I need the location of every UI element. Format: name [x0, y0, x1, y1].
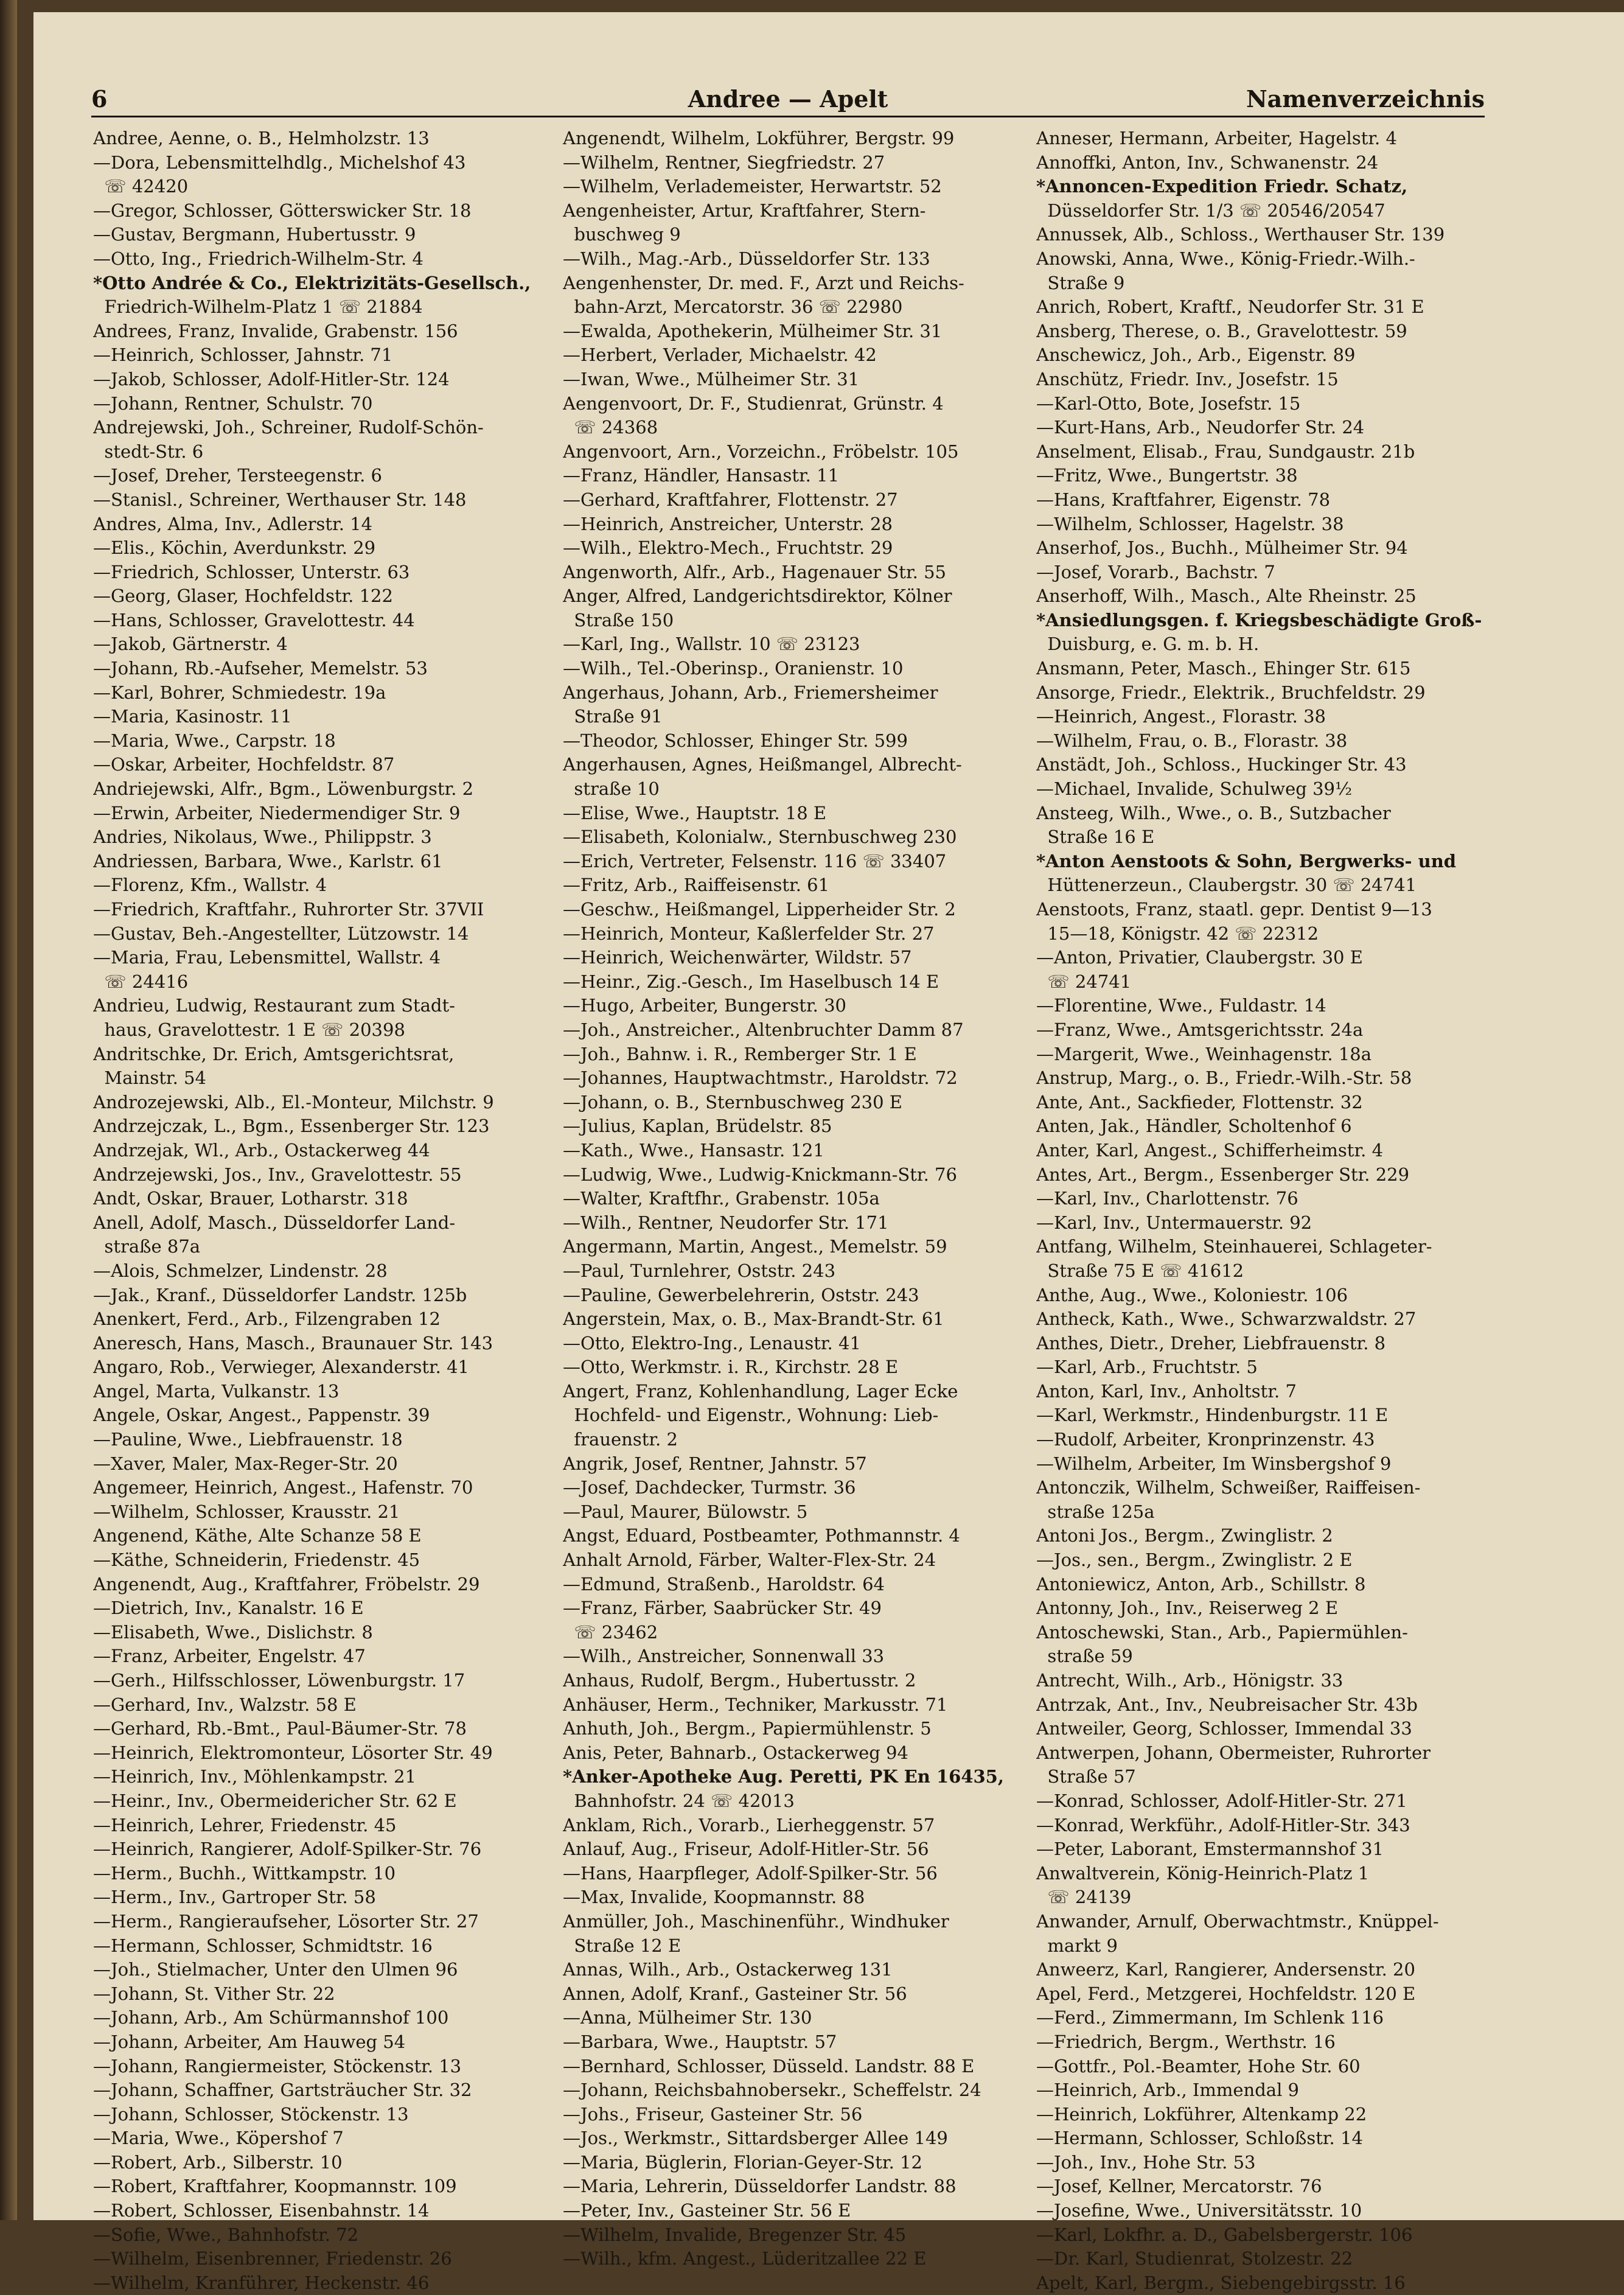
directory-entry-line: Antweiler, Georg, Schlosser, Immendal 33 — [1036, 1718, 1412, 1739]
directory-entry-line: Angst, Eduard, Postbeamter, Pothmannstr. 4 — [563, 1525, 960, 1546]
directory-entry-line: Anstrup, Marg., o. B., Friedr.-Wilh.-Str. 58 — [1036, 1067, 1412, 1089]
directory-entry-line: —Paul, Turnlehrer, Oststr. 243 — [563, 1260, 836, 1281]
directory-entry-line: —Otto, Werkmstr. i. R., Kirchstr. 28 E — [563, 1357, 899, 1378]
directory-entry-line: Anselment, Elisab., Frau, Sundgaustr. 21b — [1036, 441, 1415, 462]
directory-entry-line: Annas, Wilh., Arb., Ostackerweg 131 — [563, 1959, 893, 1980]
directory-entry-line: Hochfeld- und Eigenstr., Wohnung: Lieb- — [563, 1405, 939, 1426]
directory-entry-line: —Josef, Kellner, Mercatorstr. 76 — [1036, 2176, 1322, 2197]
directory-entry-line: *Ansiedlungsgen. f. Kriegsbeschädigte Groß- — [1036, 609, 1482, 631]
directory-entry-line: Anklam, Rich., Vorarb., Lierheggenstr. 57 — [563, 1814, 935, 1836]
directory-entry-line: —Joh., Stielmacher, Unter den Ulmen 96 — [93, 1959, 458, 1980]
directory-entry-line: —Karl, Lokfhr. a. D., Gabelsbergerstr. 106 — [1036, 2224, 1413, 2245]
directory-entry-line: —Jak., Kranf., Düsseldorfer Landstr. 125b — [93, 1284, 467, 1305]
directory-entry-line: Anserhoff, Wilh., Masch., Alte Rheinstr. 25 — [1036, 585, 1417, 607]
directory-entry-line: Straße 9 — [1036, 272, 1125, 293]
directory-entry-line: —Franz, Färber, Saabrücker Str. 49 — [563, 1598, 882, 1619]
directory-entry-line: —Heinrich, Anstreicher, Unterstr. 28 — [563, 513, 893, 534]
directory-entry-line: —Johann, Reichsbahnobersekr., Scheffelstr. 24 — [563, 2080, 981, 2101]
directory-entry-line: Antfang, Wilhelm, Steinhauerei, Schlageter- — [1036, 1236, 1432, 1257]
directory-entry-line: *Anker-Apotheke Aug. Peretti, PK En 16435, — [563, 1766, 1004, 1787]
directory-entry-line: —Johs., Friseur, Gasteiner Str. 56 — [563, 2103, 863, 2125]
directory-entry-line: —Robert, Schlosser, Eisenbahnstr. 14 — [93, 2200, 430, 2221]
directory-entry-line: Annussek, Alb., Schloss., Werthauser Str. 139 — [1036, 224, 1445, 245]
directory-entry-line: —Barbara, Wwe., Hauptstr. 57 — [563, 2031, 837, 2052]
directory-entry-line: —Julius, Kaplan, Brüdelstr. 85 — [563, 1116, 832, 1137]
directory-entry-line: —Johann, Schlosser, Stöckenstr. 13 — [93, 2103, 409, 2125]
directory-entry-line: —Heinrich, Weichenwärter, Wildstr. 57 — [563, 947, 912, 968]
directory-entry-line: Aengenheister, Artur, Kraftfahrer, Stern- — [563, 200, 926, 221]
directory-entry-line: Anis, Peter, Bahnarb., Ostackerweg 94 — [563, 1742, 908, 1763]
directory-entry-line: Anhalt Arnold, Färber, Walter-Flex-Str. 24 — [563, 1549, 936, 1571]
directory-entry-line: —Hans, Schlosser, Gravelottestr. 44 — [93, 609, 415, 631]
directory-entry-line: —Fritz, Wwe., Bungertstr. 38 — [1036, 465, 1298, 486]
directory-entry-line: Anschewicz, Joh., Arb., Eigenstr. 89 — [1036, 344, 1356, 366]
directory-entry-line: Straße 57 — [1036, 1766, 1136, 1787]
directory-entry-line: —Karl, Inv., Untermauerstr. 92 — [1036, 1212, 1312, 1233]
directory-entry-line: Anhäuser, Herm., Techniker, Markusstr. 71 — [563, 1694, 948, 1715]
directory-entry-line: Antwerpen, Johann, Obermeister, Ruhrorter — [1036, 1742, 1431, 1763]
directory-entry-line: Angerhaus, Johann, Arb., Friemersheimer — [563, 682, 938, 703]
directory-entry-line: bahn-Arzt, Mercatorstr. 36 ☏ 22980 — [563, 296, 903, 318]
directory-entry-line: —Wilhelm, Verlademeister, Herwartstr. 52 — [563, 176, 942, 197]
directory-entry-line: —Wilh., Elektro-Mech., Fruchtstr. 29 — [563, 537, 893, 559]
directory-entry-line: —Wilhelm, Eisenbrenner, Friedenstr. 26 — [93, 2248, 452, 2269]
directory-entry-line: Aneresch, Hans, Masch., Braunauer Str. 143 — [93, 1332, 493, 1354]
directory-entry-line: —Joh., Bahnw. i. R., Remberger Str. 1 E — [563, 1043, 917, 1064]
directory-entry-line: —Gottfr., Pol.-Beamter, Hohe Str. 60 — [1036, 2055, 1361, 2077]
directory-entry-line: —Josef, Dachdecker, Turmstr. 36 — [563, 1477, 856, 1498]
directory-entry-line: ☏ 24741 — [1036, 971, 1132, 992]
section-title: Namenverzeichnis — [1246, 85, 1485, 113]
directory-entry-line: —Robert, Arb., Silberstr. 10 — [93, 2151, 343, 2173]
directory-entry-line: Andrejewski, Joh., Schreiner, Rudolf-Schön- — [93, 417, 484, 438]
directory-entry-line: Antonczik, Wilhelm, Schweißer, Raiffeisen- — [1036, 1477, 1421, 1498]
directory-entry-line: Straße 91 — [563, 706, 663, 727]
directory-entry-line: —Franz, Wwe., Amtsgerichtsstr. 24a — [1036, 1019, 1364, 1040]
directory-entry-line: —Dietrich, Inv., Kanalstr. 16 E — [93, 1598, 364, 1619]
directory-entry-line: Antheck, Kath., Wwe., Schwarzwaldstr. 27 — [1036, 1308, 1417, 1330]
directory-entry-line: Andree, Aenne, o. B., Helmholzstr. 13 — [93, 128, 430, 148]
directory-entry-line: —Herm., Inv., Gartroper Str. 58 — [93, 1887, 376, 1908]
directory-entry-line: —Heinrich, Lokführer, Altenkamp 22 — [1036, 2103, 1367, 2125]
directory-entry-line: Aenstoots, Franz, staatl. gepr. Dentist 9—13 — [1036, 899, 1432, 920]
directory-entry-line: Anger, Alfred, Landgerichtsdirektor, Kölner — [563, 585, 952, 607]
directory-entry-line: Ansberg, Therese, o. B., Gravelottestr. 59 — [1036, 320, 1407, 341]
directory-entry-line: *Anton Aenstoots & Sohn, Bergwerks- und — [1036, 850, 1457, 872]
directory-entry-line: —Johann, Schaffner, Gartsträucher Str. 32 — [93, 2080, 472, 2101]
directory-entry-line: —Maria, Wwe., Köpershof 7 — [93, 2128, 344, 2149]
directory-entry-line: —Friedrich, Kraftfahr., Ruhrorter Str. 37VII — [93, 899, 484, 920]
directory-entry-line: Angenendt, Wilhelm, Lokführer, Bergstr. 99 — [563, 128, 955, 148]
directory-entry-line: *Annoncen-Expedition Friedr. Schatz, — [1036, 176, 1408, 197]
directory-entry-line: —Wilh., Mag.-Arb., Düsseldorfer Str. 133 — [563, 248, 930, 269]
directory-entry-line: —Johann, o. B., Sternbuschweg 230 E — [563, 1091, 902, 1113]
directory-entry-line: —Wilh., Tel.-Oberinsp., Oranienstr. 10 — [563, 658, 904, 679]
directory-entry-line: —Max, Invalide, Koopmannstr. 88 — [563, 1887, 865, 1908]
directory-entry-line: ☏ 24139 — [1036, 1887, 1132, 1908]
directory-entry-line: —Käthe, Schneiderin, Friedenstr. 45 — [93, 1549, 420, 1571]
directory-entry-line: —Erwin, Arbeiter, Niedermendiger Str. 9 — [93, 802, 461, 823]
directory-entry-line: Ansorge, Friedr., Elektrik., Bruchfeldstr. 29 — [1036, 682, 1426, 703]
directory-entry-line: Annen, Adolf, Kranf., Gasteiner Str. 56 — [563, 1983, 907, 2004]
directory-entry-line: —Xaver, Maler, Max-Reger-Str. 20 — [93, 1453, 398, 1474]
directory-entry-line: —Fritz, Arb., Raiffeisenstr. 61 — [563, 875, 830, 896]
directory-entry-line: —Herm., Buchh., Wittkampstr. 10 — [93, 1862, 396, 1884]
directory-entry-line: Antoniewicz, Anton, Arb., Schillstr. 8 — [1036, 1573, 1366, 1595]
directory-entry-line: —Karl, Bohrer, Schmiedestr. 19a — [93, 682, 386, 703]
directory-entry-line: —Franz, Händler, Hansastr. 11 — [563, 465, 840, 486]
directory-entry-line: Düsseldorfer Str. 1/3 ☏ 20546/20547 — [1036, 200, 1385, 221]
directory-entry-line: —Herm., Rangieraufseher, Lösorter Str. 27 — [93, 1910, 479, 1932]
directory-entry-line: Angerhausen, Agnes, Heißmangel, Albrecht- — [563, 754, 962, 775]
header-rule — [91, 116, 1485, 117]
directory-entry-line: —Otto, Elektro-Ing., Lenaustr. 41 — [563, 1332, 861, 1354]
directory-entry-line: —Ludwig, Wwe., Ludwig-Knickmann-Str. 76 — [563, 1164, 957, 1185]
directory-entry-line: —Heinr., Zig.-Gesch., Im Haselbusch 14 E — [563, 971, 939, 992]
directory-entry-line: —Maria, Wwe., Carpstr. 18 — [93, 730, 336, 751]
directory-entry-line: —Johann, Rentner, Schulstr. 70 — [93, 393, 373, 414]
directory-entry-line: —Wilh., Anstreicher, Sonnenwall 33 — [563, 1646, 885, 1667]
directory-entry-line: —Robert, Kraftfahrer, Koopmannstr. 109 — [93, 2176, 457, 2197]
directory-entry-line: —Jos., sen., Bergm., Zwinglistr. 2 E — [1036, 1549, 1353, 1571]
directory-entry-line: —Gerhard, Inv., Walzstr. 58 E — [93, 1694, 357, 1715]
directory-entry-line: Friedrich-Wilhelm-Platz 1 ☏ 21884 — [93, 296, 423, 318]
directory-entry-line: —Karl, Arb., Fruchtstr. 5 — [1036, 1357, 1258, 1378]
directory-entry-line: Andries, Nikolaus, Wwe., Philippstr. 3 — [93, 826, 432, 848]
directory-entry-line: —Maria, Lehrerin, Düsseldorfer Landstr. 88 — [563, 2176, 957, 2197]
directory-entry-line: Angenworth, Alfr., Arb., Hagenauer Str. 55 — [563, 561, 946, 582]
directory-entry-line: —Karl, Inv., Charlottenstr. 76 — [1036, 1188, 1298, 1209]
directory-entry-line: —Theodor, Schlosser, Ehinger Str. 599 — [563, 730, 908, 751]
directory-entry-line: —Heinrich, Monteur, Kaßlerfelder Str. 27 — [563, 923, 935, 944]
directory-entry-line: —Erich, Vertreter, Felsenstr. 116 ☏ 33407 — [563, 850, 947, 872]
directory-entry-line: —Karl, Werkmstr., Hindenburgstr. 11 E — [1036, 1405, 1389, 1426]
directory-entry-line: —Joh., Inv., Hohe Str. 53 — [1036, 2151, 1256, 2173]
directory-entry-line: Anlauf, Aug., Friseur, Adolf-Hitler-Str. 56 — [563, 1839, 929, 1860]
directory-entry-line: ☏ 42420 — [93, 176, 189, 197]
directory-entry-line: —Florentine, Wwe., Fuldastr. 14 — [1036, 995, 1326, 1016]
directory-entry-line: Aengenhenster, Dr. med. F., Arzt und Reichs- — [563, 272, 964, 293]
directory-entry-line: Anowski, Anna, Wwe., König-Friedr.-Wilh.- — [1036, 248, 1415, 269]
directory-entry-line: Anstädt, Joh., Schloss., Huckinger Str. 43 — [1036, 754, 1407, 775]
directory-entry-line: Andrees, Franz, Invalide, Grabenstr. 156 — [93, 320, 458, 341]
directory-entry-line: Aengenvoort, Dr. F., Studienrat, Grünstr. 4 — [563, 393, 944, 414]
directory-entry-line: —Iwan, Wwe., Mülheimer Str. 31 — [563, 368, 860, 389]
directory-entry-line: Anschütz, Friedr. Inv., Josefstr. 15 — [1036, 368, 1339, 389]
directory-entry-line: —Sofie, Wwe., Bahnhofstr. 72 — [93, 2224, 359, 2245]
directory-entry-line: —Margerit, Wwe., Weinhagenstr. 18a — [1036, 1043, 1372, 1064]
directory-entry-line: —Wilhelm, Arbeiter, Im Winsbergshof 9 — [1036, 1453, 1392, 1474]
directory-entry-line: —Rudolf, Arbeiter, Kronprinzenstr. 43 — [1036, 1429, 1375, 1450]
directory-entry-line: —Heinrich, Lehrer, Friedenstr. 45 — [93, 1814, 397, 1836]
directory-entry-line: —Josef, Dreher, Tersteegenstr. 6 — [93, 465, 382, 486]
directory-entry-line: —Jakob, Gärtnerstr. 4 — [93, 634, 288, 655]
directory-entry-line: Mainstr. 54 — [93, 1067, 206, 1089]
directory-entry-line: Ante, Ant., Sackfieder, Flottenstr. 32 — [1036, 1091, 1363, 1113]
directory-entry-line: Duisburg, e. G. m. b. H. — [1036, 634, 1260, 655]
directory-entry-line: —Peter, Inv., Gasteiner Str. 56 E — [563, 2200, 851, 2221]
directory-entry-line: Bahnhofstr. 24 ☏ 42013 — [563, 1790, 795, 1811]
directory-entry-line: Andrieu, Ludwig, Restaurant zum Stadt- — [93, 995, 455, 1016]
directory-entry-line: Hüttenerzeun., Claubergstr. 30 ☏ 24741 — [1036, 875, 1417, 896]
directory-entry-line: —Johann, Rb.-Aufseher, Memelstr. 53 — [93, 658, 428, 679]
directory-entry-line: Andritschke, Dr. Erich, Amtsgerichtsrat, — [93, 1043, 455, 1064]
directory-entry-line: —Kath., Wwe., Hansastr. 121 — [563, 1139, 824, 1161]
directory-entry-line: Andrzejewski, Jos., Inv., Gravelottestr. 55 — [93, 1164, 462, 1185]
directory-entry-line: Anneser, Hermann, Arbeiter, Hagelstr. 4 — [1036, 128, 1397, 148]
directory-entry-line: Androzejewski, Alb., El.-Monteur, Milchstr. 9 — [93, 1091, 494, 1113]
directory-entry-line: haus, Gravelottestr. 1 E ☏ 20398 — [93, 1019, 405, 1040]
directory-entry-line: Anwander, Arnulf, Oberwachtmstr., Knüppel- — [1036, 1910, 1439, 1932]
directory-entry-line: —Heinr., Inv., Obermeidericher Str. 62 E — [93, 1790, 457, 1811]
directory-entry-line: Straße 16 E — [1036, 826, 1155, 848]
directory-entry-line: —Wilhelm, Invalide, Bregenzer Str. 45 — [563, 2224, 907, 2245]
directory-entry-line: Anwaltverein, König-Heinrich-Platz 1 — [1036, 1862, 1370, 1884]
directory-entry-line: Straße 75 E ☏ 41612 — [1036, 1260, 1244, 1281]
directory-entry-line: Anhuth, Joh., Bergm., Papiermühlenstr. 5 — [563, 1718, 932, 1739]
directory-entry-line: *Otto Andrée & Co., Elektrizitäts-Gesellsch., — [93, 272, 531, 293]
directory-entry-line: Antonny, Joh., Inv., Reiserweg 2 E — [1036, 1598, 1338, 1619]
directory-entry-line: —Elis., Köchin, Averdunkstr. 29 — [93, 537, 376, 559]
directory-entry-line: Angaro, Rob., Verwieger, Alexanderstr. 41 — [93, 1357, 469, 1378]
directory-entry-line: —Wilhelm, Schlosser, Krausstr. 21 — [93, 1501, 400, 1522]
directory-entry-line: —Anna, Mülheimer Str. 130 — [563, 2007, 812, 2028]
directory-entry-line: —Heinrich, Elektromonteur, Lösorter Str. 49 — [93, 1742, 493, 1763]
directory-entry-line: Apel, Ferd., Metzgerei, Hochfeldstr. 120 E — [1036, 1983, 1416, 2004]
directory-entry-line: —Gerhard, Kraftfahrer, Flottenstr. 27 — [563, 489, 898, 510]
directory-entry-line: Angermann, Martin, Angest., Memelstr. 59 — [563, 1236, 947, 1257]
directory-entry-line: —Johann, Arb., Am Schürmannshof 100 — [93, 2007, 449, 2028]
directory-entry-line: Antrzak, Ant., Inv., Neubreisacher Str. 43b — [1036, 1694, 1418, 1715]
directory-entry-line: —Joh., Anstreicher., Altenbruchter Damm 87 — [563, 1019, 964, 1040]
directory-entry-line: Anenkert, Ferd., Arb., Filzengraben 12 — [93, 1308, 441, 1330]
directory-entry-line: —Franz, Arbeiter, Engelstr. 47 — [93, 1646, 366, 1667]
directory-entry-line: Andrzejak, Wl., Arb., Ostackerweg 44 — [93, 1139, 430, 1161]
column-2 — [563, 127, 1016, 2271]
directory-entry-line: —Friedrich, Bergm., Werthstr. 16 — [1036, 2031, 1336, 2052]
directory-entry-line: Anten, Jak., Händler, Scholtenhof 6 — [1036, 1116, 1352, 1137]
directory-entry-line: straße 10 — [563, 778, 660, 800]
directory-entry-line: Angenend, Käthe, Alte Schanze 58 E — [93, 1525, 422, 1546]
directory-entry-line: —Konrad, Werkführ., Adolf-Hitler-Str. 343 — [1036, 1814, 1410, 1836]
directory-entry-line: —Bernhard, Schlosser, Düsseld. Landstr. 88 E — [563, 2055, 975, 2077]
directory-entry-line: Angemeer, Heinrich, Angest., Hafenstr. 70 — [93, 1477, 473, 1498]
directory-entry-line: stedt-Str. 6 — [93, 441, 204, 462]
directory-entry-line: Andres, Alma, Inv., Adlerstr. 14 — [93, 513, 373, 534]
directory-entry-line: —Johannes, Hauptwachtmstr., Haroldstr. 72 — [563, 1067, 958, 1089]
directory-entry-line: —Maria, Frau, Lebensmittel, Wallstr. 4 — [93, 947, 441, 968]
directory-entry-line: Annoffki, Anton, Inv., Schwanenstr. 24 — [1036, 152, 1379, 173]
directory-entry-line: —Florenz, Kfm., Wallstr. 4 — [93, 875, 327, 896]
directory-entry-line: —Josef, Vorarb., Bachstr. 7 — [1036, 561, 1275, 582]
directory-entry-line: —Hans, Kraftfahrer, Eigenstr. 78 — [1036, 489, 1331, 510]
directory-entry-line: —Johann, Arbeiter, Am Hauweg 54 — [93, 2031, 406, 2052]
directory-entry-line: Anmüller, Joh., Maschinenführ., Windhuker — [563, 1910, 949, 1932]
page-header — [91, 85, 1485, 116]
directory-entry-line: ☏ 24368 — [563, 417, 658, 438]
column-3 — [1036, 127, 1490, 2295]
directory-entry-line: —Heinrich, Rangierer, Adolf-Spilker-Str. 76 — [93, 1839, 482, 1860]
directory-entry-line: Anweerz, Karl, Rangierer, Andersenstr. 20 — [1036, 1959, 1415, 1980]
directory-entry-line: —Gregor, Schlosser, Götterswicker Str. 18 — [93, 200, 472, 221]
directory-entry-line: markt 9 — [1036, 1935, 1118, 1956]
directory-entry-line: —Konrad, Schlosser, Adolf-Hitler-Str. 271 — [1036, 1790, 1407, 1811]
directory-entry-line: —Michael, Invalide, Schulweg 39½ — [1036, 778, 1353, 800]
directory-entry-line: —Wilhelm, Rentner, Siegfriedstr. 27 — [563, 152, 885, 173]
directory-entry-line: —Wilhelm, Kranführer, Heckenstr. 46 — [93, 2272, 430, 2293]
directory-entry-line: —Gerhard, Rb.-Bmt., Paul-Bäumer-Str. 78 — [93, 1718, 467, 1739]
directory-entry-line: —Johann, St. Vither Str. 22 — [93, 1983, 335, 2004]
directory-entry-line: —Wilhelm, Frau, o. B., Florastr. 38 — [1036, 730, 1348, 751]
directory-entry-line: —Anton, Privatier, Claubergstr. 30 E — [1036, 947, 1363, 968]
book-gutter — [0, 0, 17, 2220]
directory-entry-line: Antrecht, Wilh., Arb., Hönigstr. 33 — [1036, 1670, 1343, 1691]
directory-entry-line: Anter, Karl, Angest., Schifferheimstr. 4 — [1036, 1139, 1384, 1161]
directory-entry-line: —Josefine, Wwe., Universitätsstr. 10 — [1036, 2200, 1362, 2221]
directory-entry-line: Anthes, Dietr., Dreher, Liebfrauenstr. 8 — [1036, 1332, 1386, 1354]
directory-entry-line: ☏ 23462 — [563, 1621, 658, 1643]
directory-entry-line: Andriejewski, Alfr., Bgm., Löwenburgstr. 2 — [93, 778, 474, 800]
directory-entry-line: —Heinrich, Angest., Florastr. 38 — [1036, 706, 1326, 727]
directory-entry-line: straße 59 — [1036, 1646, 1133, 1667]
directory-entry-line: —Jos., Werkmstr., Sittardsberger Allee 149 — [563, 2128, 948, 2149]
directory-entry-line: —Elisabeth, Kolonialw., Sternbuschweg 230 — [563, 826, 957, 848]
directory-entry-line: Angele, Oskar, Angest., Pappenstr. 39 — [93, 1405, 430, 1426]
directory-entry-line: Antes, Art., Bergm., Essenberger Str. 229 — [1036, 1164, 1410, 1185]
directory-entry-line: —Pauline, Wwe., Liebfrauenstr. 18 — [93, 1429, 403, 1450]
directory-entry-line: Angenendt, Aug., Kraftfahrer, Fröbelstr. 29 — [93, 1573, 480, 1595]
directory-entry-line: Anell, Adolf, Masch., Düsseldorfer Land- — [93, 1212, 456, 1233]
directory-entry-line: —Pauline, Gewerbelehrerin, Oststr. 243 — [563, 1284, 919, 1305]
directory-entry-line: —Wilh., Rentner, Neudorfer Str. 171 — [563, 1212, 889, 1233]
directory-entry-line: Apelt, Karl, Bergm., Siebengebirgsstr. 16 — [1036, 2272, 1406, 2293]
directory-entry-line: Anrich, Robert, Kraftf., Neudorfer Str. 31 E — [1036, 296, 1424, 318]
directory-entry-line: —Gustav, Bergmann, Hubertusstr. 9 — [93, 224, 416, 245]
directory-entry-line: —Hermann, Schlosser, Schmidtstr. 16 — [93, 1935, 433, 1956]
directory-entry-line: —Kurt-Hans, Arb., Neudorfer Str. 24 — [1036, 417, 1365, 438]
directory-entry-line: —Alois, Schmelzer, Lindenstr. 28 — [93, 1260, 388, 1281]
directory-entry-line: —Ewalda, Apothekerin, Mülheimer Str. 31 — [563, 320, 943, 341]
directory-entry-line: Antoni Jos., Bergm., Zwinglistr. 2 — [1036, 1525, 1333, 1546]
directory-entry-line: Andriessen, Barbara, Wwe., Karlstr. 61 — [93, 850, 443, 872]
directory-entry-line: —Friedrich, Schlosser, Unterstr. 63 — [93, 561, 410, 582]
directory-entry-line: —Wilh., kfm. Angest., Lüderitzallee 22 E — [563, 2248, 927, 2269]
directory-entry-line: Andt, Oskar, Brauer, Lotharstr. 318 — [93, 1188, 408, 1209]
directory-entry-line: Straße 12 E — [563, 1935, 681, 1956]
directory-entry-line: —Hermann, Schlosser, Schloßstr. 14 — [1036, 2128, 1363, 2149]
directory-entry-line: —Oskar, Arbeiter, Hochfeldstr. 87 — [93, 754, 395, 775]
directory-entry-line: —Herbert, Verlader, Michaelstr. 42 — [563, 344, 877, 366]
directory-entry-line: 15—18, Königstr. 42 ☏ 22312 — [1036, 923, 1319, 944]
directory-entry-line: —Hans, Haarpfleger, Adolf-Spilker-Str. 56 — [563, 1862, 938, 1884]
directory-entry-line: Ansteeg, Wilh., Wwe., o. B., Sutzbacher — [1036, 802, 1391, 823]
directory-entry-line: Angel, Marta, Vulkanstr. 13 — [93, 1380, 340, 1402]
directory-entry-line: —Wilhelm, Schlosser, Hagelstr. 38 — [1036, 513, 1344, 534]
directory-entry-line: Ansmann, Peter, Masch., Ehinger Str. 615 — [1036, 658, 1411, 679]
directory-entry-line: —Otto, Ing., Friedrich-Wilhelm-Str. 4 — [93, 248, 423, 269]
directory-entry-line: buschweg 9 — [563, 224, 681, 245]
directory-entry-line: straße 125a — [1036, 1501, 1155, 1522]
directory-entry-line: Anserhof, Jos., Buchh., Mülheimer Str. 94 — [1036, 537, 1408, 559]
directory-entry-line: Angenvoort, Arn., Vorzeichn., Fröbelstr. 105 — [563, 441, 959, 462]
directory-entry-line: Anhaus, Rudolf, Bergm., Hubertusstr. 2 — [563, 1670, 916, 1691]
directory-entry-line: —Dora, Lebensmittelhdlg., Michelshof 43 — [93, 152, 466, 173]
directory-entry-line: Straße 150 — [563, 609, 674, 631]
directory-entry-line: frauenstr. 2 — [563, 1429, 678, 1450]
directory-entry-line: Antoschewski, Stan., Arb., Papiermühlen- — [1036, 1621, 1408, 1643]
directory-entry-line: straße 87a — [93, 1236, 201, 1257]
directory-entry-line: Andrzejczak, L., Bgm., Essenberger Str. 123 — [93, 1116, 490, 1137]
name-range: Andree — Apelt — [688, 85, 888, 113]
directory-entry-line: —Ferd., Zimmermann, Im Schlenk 116 — [1036, 2007, 1384, 2028]
directory-entry-line: Angert, Franz, Kohlenhandlung, Lager Ecke — [563, 1380, 958, 1402]
directory-entry-line: ☏ 24416 — [93, 971, 189, 992]
directory-entry-line: —Stanisl., Schreiner, Werthauser Str. 148 — [93, 489, 467, 510]
directory-entry-line: Anthe, Aug., Wwe., Koloniestr. 106 — [1036, 1284, 1348, 1305]
directory-entry-line: —Heinrich, Inv., Möhlenkampstr. 21 — [93, 1766, 417, 1787]
directory-entry-line: —Peter, Laborant, Emstermannshof 31 — [1036, 1839, 1384, 1860]
page-number: 6 — [91, 85, 108, 113]
directory-entry-line: Anton, Karl, Inv., Anholtstr. 7 — [1036, 1380, 1297, 1402]
directory-entry-line: —Edmund, Straßenb., Haroldstr. 64 — [563, 1573, 885, 1595]
directory-entry-line: Angrik, Josef, Rentner, Jahnstr. 57 — [563, 1453, 867, 1474]
directory-entry-line: —Karl, Ing., Wallstr. 10 ☏ 23123 — [563, 634, 860, 655]
directory-entry-line: —Hugo, Arbeiter, Bungerstr. 30 — [563, 995, 846, 1016]
directory-entry-line: —Gerh., Hilfsschlosser, Löwenburgstr. 17 — [93, 1670, 465, 1691]
directory-entry-line: —Paul, Maurer, Bülowstr. 5 — [563, 1501, 808, 1522]
column-1 — [93, 127, 546, 2295]
directory-entry-line: —Heinrich, Schlosser, Jahnstr. 71 — [93, 344, 393, 366]
directory-entry-line: —Jakob, Schlosser, Adolf-Hitler-Str. 124 — [93, 368, 450, 389]
directory-entry-line: —Karl-Otto, Bote, Josefstr. 15 — [1036, 393, 1301, 414]
directory-entry-line: —Maria, Kasinostr. 11 — [93, 706, 292, 727]
directory-entry-line: —Johann, Rangiermeister, Stöckenstr. 13 — [93, 2055, 462, 2077]
directory-entry-line: —Maria, Büglerin, Florian-Geyer-Str. 12 — [563, 2151, 922, 2173]
directory-entry-line: —Elisabeth, Wwe., Dislichstr. 8 — [93, 1621, 373, 1643]
directory-entry-line: —Georg, Glaser, Hochfeldstr. 122 — [93, 585, 393, 607]
directory-entry-line: Angerstein, Max, o. B., Max-Brandt-Str. 61 — [563, 1308, 944, 1330]
directory-entry-line: —Elise, Wwe., Hauptstr. 18 E — [563, 802, 827, 823]
directory-entry-line: —Gustav, Beh.-Angestellter, Lützowstr. 14 — [93, 923, 469, 944]
directory-entry-line: —Geschw., Heißmangel, Lipperheider Str. 2 — [563, 899, 956, 920]
directory-entry-line: —Walter, Kraftfhr., Grabenstr. 105a — [563, 1188, 880, 1209]
directory-entry-line: —Dr. Karl, Studienrat, Stolzestr. 22 — [1036, 2248, 1353, 2269]
directory-entry-line: —Heinrich, Arb., Immendal 9 — [1036, 2080, 1300, 2101]
